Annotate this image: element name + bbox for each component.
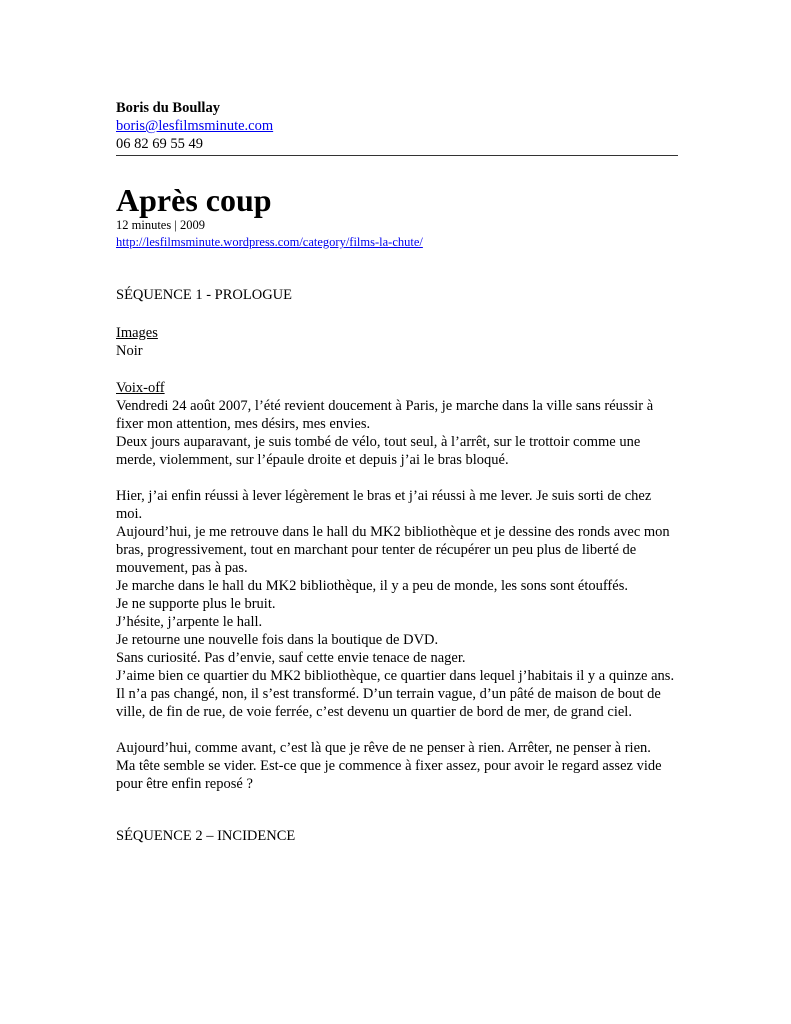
paragraph: Hier, j’ai enfin réussi à lever légèrement le bras et j’ai réussi à me lever. Je suis sorti de chez moi. [116,488,652,522]
author-phone: 06 82 69 55 49 [116,136,203,152]
voiceoff-label: Voix-off [116,380,165,396]
paragraph: Deux jours auparavant, je suis tombé de vélo, tout seul, à l’arrêt, sur le trottoir comme une merde, violemment, sur l’épaule droite et depuis j’ai le bras bloqué. [116,434,641,468]
document-title: Après coup [116,182,272,218]
film-meta: 12 minutes | 2009 [116,218,205,232]
images-label: Images [116,325,158,341]
sequence-2-heading: SÉQUENCE 2 – INCIDENCE [116,828,296,844]
script-page [116,99,678,845]
paragraph: Je retourne une nouvelle fois dans la boutique de DVD. [116,632,439,648]
paragraph: J’hésite, j’arpente le hall. [116,614,263,630]
paragraph: Aujourd’hui, comme avant, c’est là que je rêve de ne penser à rien. Arrêter, ne penser à rien. [116,740,651,756]
paragraph: Ma tête semble se vider. Est-ce que je commence à fixer assez, pour avoir le regard assez vide pour être enfin reposé ? [116,758,662,792]
paragraph: Je ne supporte plus le bruit. [116,596,276,612]
header-divider [116,155,678,156]
film-url-link[interactable]: http://lesfilmsminute.wordpress.com/category/films-la-chute/ [116,235,423,249]
paragraph: Vendredi 24 août 2007, l’été revient doucement à Paris, je marche dans la ville sans réussir à fixer mon attention, mes désirs, mes envies. [116,398,654,432]
paragraph: Sans curiosité. Pas d’envie, sauf cette envie tenace de nager. [116,650,466,666]
images-text: Noir [116,343,143,359]
voiceoff-block-1 [116,397,678,469]
paragraph: Aujourd’hui, je me retrouve dans le hall du MK2 bibliothèque et je dessine des ronds avec mon bras, progressivement, tout en marchant pour tenter de récupérer un peu plus de liberté de mouvement, pas à pas. [116,524,670,576]
sequence-1-heading: SÉQUENCE 1 - PROLOGUE [116,287,293,303]
voiceoff-block-2 [116,487,678,721]
paragraph: J’aime bien ce quartier du MK2 bibliothèque, ce quartier dans lequel j’habitais il y a quinze ans. Il n’a pas changé, non, il s’est transformé. D’un terrain vague, d’un pâté de maison de bout de ville, de fin de rue, de voie ferrée, c’est devenu un quartier de bord de mer, de grand ciel. [116,668,675,720]
paragraph: Je marche dans le hall du MK2 bibliothèque, il y a peu de monde, les sons sont étouffés. [116,578,628,594]
author-email-link[interactable]: boris@lesfilmsminute.com [116,118,274,134]
voiceoff-block-3 [116,739,678,793]
author-name: Boris du Boullay [116,100,220,116]
